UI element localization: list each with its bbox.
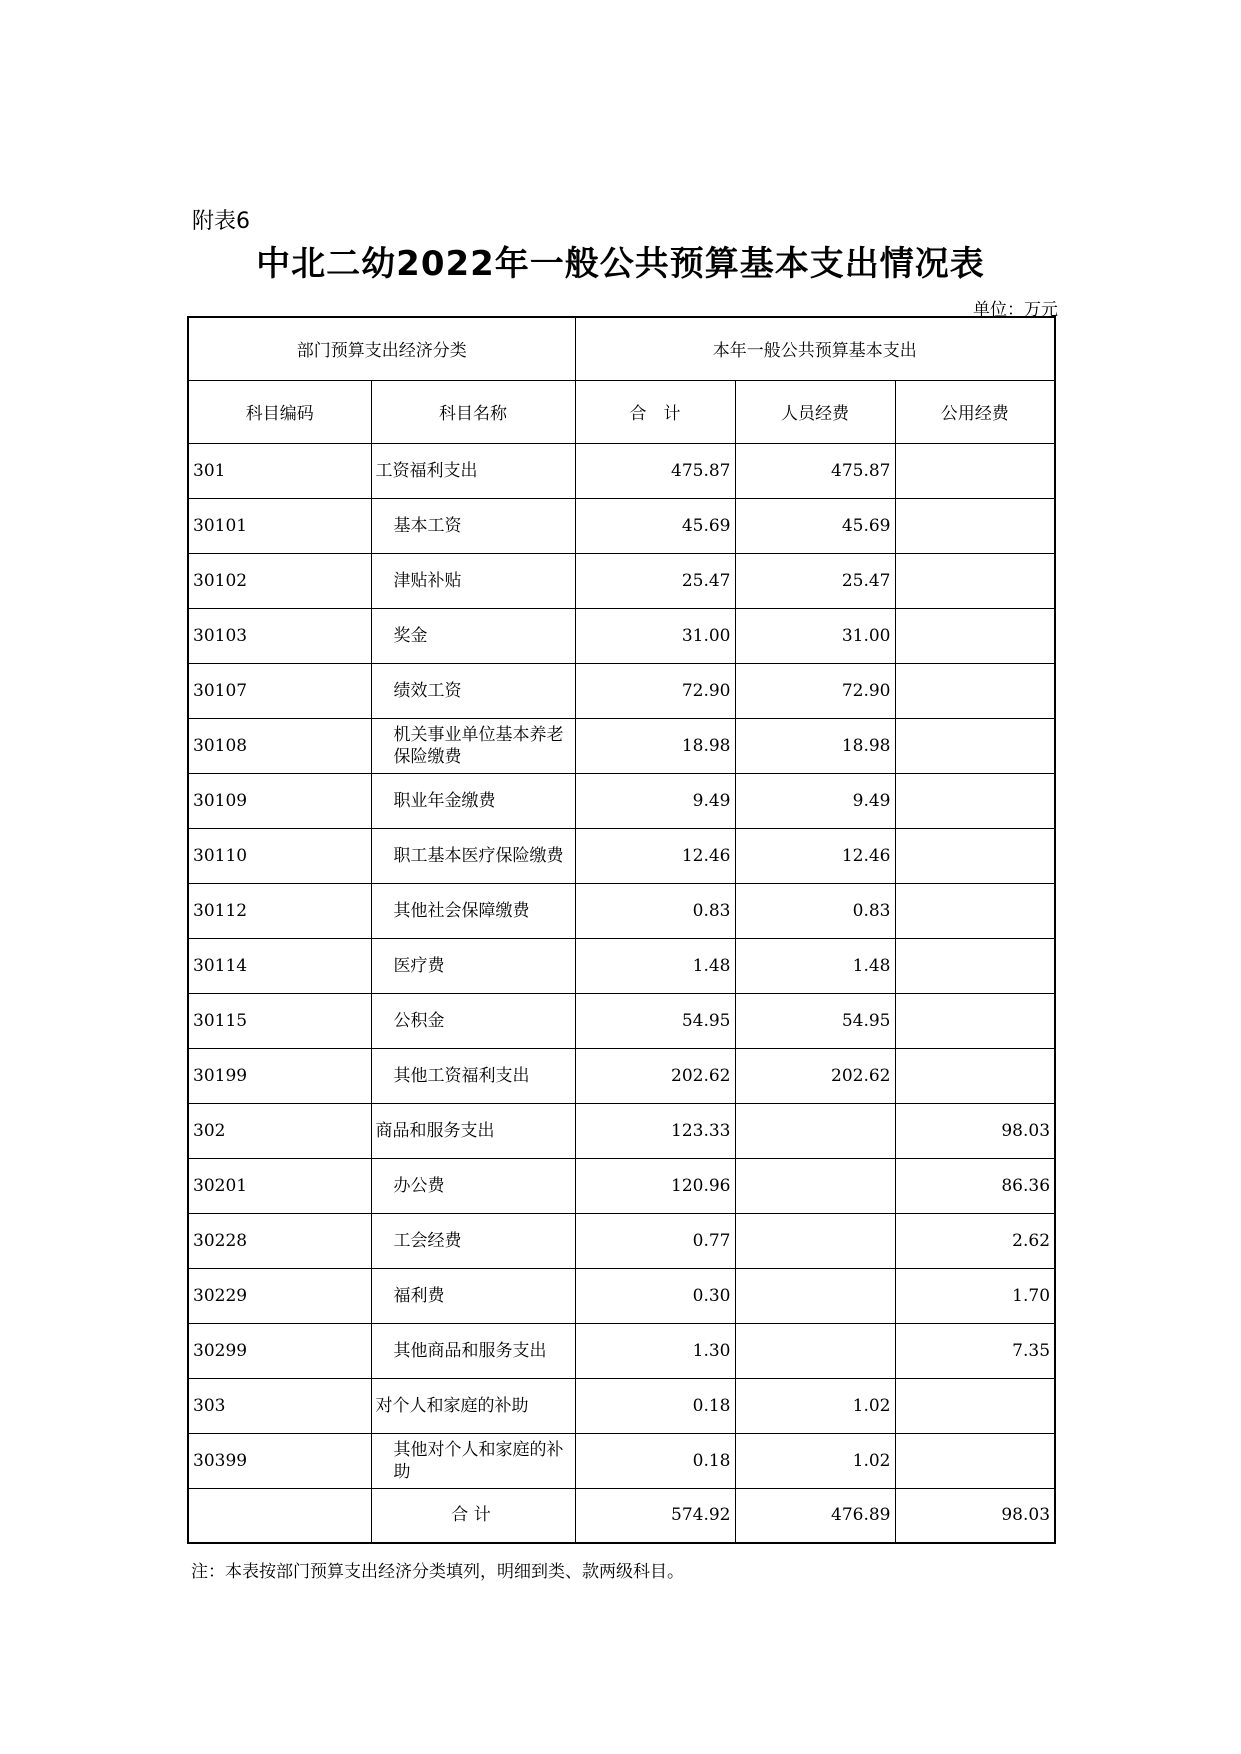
table-row	[188, 1268, 1055, 1323]
header-subject-name: 科目名称	[371, 380, 575, 443]
personnel-funds-cell: 475.87	[735, 443, 895, 498]
table-row	[188, 1323, 1055, 1378]
subject-name-cell: 其他商品和服务支出	[371, 1323, 575, 1378]
subject-code-cell: 303	[188, 1378, 371, 1433]
unit-label: 单位：万元	[973, 300, 1058, 320]
public-funds-cell	[895, 773, 1055, 828]
table-row	[188, 993, 1055, 1048]
public-funds-cell	[895, 883, 1055, 938]
page-title: 中北二幼2022年一般公共预算基本支出情况表	[256, 244, 985, 284]
public-funds-cell	[895, 663, 1055, 718]
subject-name-cell: 办公费	[371, 1158, 575, 1213]
personnel-funds-cell: 54.95	[735, 993, 895, 1048]
header-total: 合 计	[575, 380, 735, 443]
total-cell: 31.00	[575, 608, 735, 663]
header-column-row	[188, 380, 1055, 443]
table-row	[188, 1103, 1055, 1158]
total-cell: 0.18	[575, 1378, 735, 1433]
total-cell: 72.90	[575, 663, 735, 718]
personnel-funds-cell: 18.98	[735, 718, 895, 773]
subject-code-cell: 30399	[188, 1433, 371, 1488]
subject-name-cell: 其他对个人和家庭的补助	[371, 1433, 575, 1488]
public-funds-cell	[895, 608, 1055, 663]
table-row	[188, 553, 1055, 608]
total-cell: 9.49	[575, 773, 735, 828]
personnel-funds-cell	[735, 1158, 895, 1213]
personnel-funds-cell: 25.47	[735, 553, 895, 608]
subject-name-cell: 职业年金缴费	[371, 773, 575, 828]
table-row	[188, 663, 1055, 718]
header-public-funds: 公用经费	[895, 380, 1055, 443]
subject-code-cell: 30112	[188, 883, 371, 938]
personnel-funds-cell	[735, 1213, 895, 1268]
personnel-funds-cell: 31.00	[735, 608, 895, 663]
table-row	[188, 938, 1055, 993]
public-funds-cell	[895, 498, 1055, 553]
table-row	[188, 1158, 1055, 1213]
subject-code-cell: 30229	[188, 1268, 371, 1323]
header-personnel-funds: 人员经费	[735, 380, 895, 443]
subject-code-cell: 30199	[188, 1048, 371, 1103]
subject-code-cell: 30110	[188, 828, 371, 883]
table-row	[188, 608, 1055, 663]
table-row	[188, 883, 1055, 938]
attachment-label: 附表6	[192, 209, 250, 234]
public-funds-cell	[895, 1048, 1055, 1103]
subject-name-cell: 商品和服务支出	[371, 1103, 575, 1158]
total-cell: 45.69	[575, 498, 735, 553]
personnel-funds-cell: 1.48	[735, 938, 895, 993]
total-cell: 202.62	[575, 1048, 735, 1103]
personnel-funds-cell: 1.02	[735, 1433, 895, 1488]
subject-code-cell: 30102	[188, 553, 371, 608]
total-cell: 12.46	[575, 828, 735, 883]
header-group-basic-expenditure: 本年一般公共预算基本支出	[575, 317, 1055, 380]
total-row	[188, 1488, 1055, 1543]
public-funds-cell: 1.70	[895, 1268, 1055, 1323]
subject-code-cell: 30201	[188, 1158, 371, 1213]
total-cell: 18.98	[575, 718, 735, 773]
total-cell: 0.18	[575, 1433, 735, 1488]
public-funds-cell	[895, 938, 1055, 993]
budget-table	[187, 316, 1056, 1544]
personnel-funds-cell: 45.69	[735, 498, 895, 553]
subject-code-cell: 30101	[188, 498, 371, 553]
public-funds-cell	[895, 553, 1055, 608]
subject-name-cell: 津贴补贴	[371, 553, 575, 608]
total-cell: 0.83	[575, 883, 735, 938]
total-cell: 0.30	[575, 1268, 735, 1323]
total-cell: 1.48	[575, 938, 735, 993]
personnel-funds-cell: 0.83	[735, 883, 895, 938]
table-row	[188, 1378, 1055, 1433]
total-label-cell: 合 计	[371, 1488, 575, 1543]
subject-code-cell: 30107	[188, 663, 371, 718]
public-funds-cell	[895, 718, 1055, 773]
subject-name-cell: 医疗费	[371, 938, 575, 993]
subject-name-cell: 其他工资福利支出	[371, 1048, 575, 1103]
table-row	[188, 1213, 1055, 1268]
personnel-funds-cell	[735, 1323, 895, 1378]
subject-code-cell: 30299	[188, 1323, 371, 1378]
subject-name-cell: 其他社会保障缴费	[371, 883, 575, 938]
public-funds-cell: 86.36	[895, 1158, 1055, 1213]
total-cell: 0.77	[575, 1213, 735, 1268]
subject-code-cell: 302	[188, 1103, 371, 1158]
table-body	[188, 443, 1055, 1543]
subject-code-cell: 30109	[188, 773, 371, 828]
subject-name-cell: 公积金	[371, 993, 575, 1048]
subject-name-cell: 机关事业单位基本养老保险缴费	[371, 718, 575, 773]
table-row	[188, 1048, 1055, 1103]
table-row	[188, 828, 1055, 883]
total-cell: 54.95	[575, 993, 735, 1048]
public-funds-cell	[895, 1378, 1055, 1433]
subject-code-cell: 30114	[188, 938, 371, 993]
personnel-funds-cell	[735, 1268, 895, 1323]
subject-name-cell: 工资福利支出	[371, 443, 575, 498]
table-row	[188, 498, 1055, 553]
personnel-funds-cell: 12.46	[735, 828, 895, 883]
subject-name-cell: 对个人和家庭的补助	[371, 1378, 575, 1433]
personnel-funds-cell: 1.02	[735, 1378, 895, 1433]
public-funds-cell: 2.62	[895, 1213, 1055, 1268]
total-cell: 25.47	[575, 553, 735, 608]
public-funds-cell: 98.03	[895, 1103, 1055, 1158]
total-cell: 120.96	[575, 1158, 735, 1213]
table-row	[188, 773, 1055, 828]
personnel-funds-cell: 9.49	[735, 773, 895, 828]
public-funds-cell	[895, 993, 1055, 1048]
header-group-row	[188, 317, 1055, 380]
public-funds-cell	[895, 1433, 1055, 1488]
total-cell: 475.87	[575, 443, 735, 498]
subject-name-cell: 基本工资	[371, 498, 575, 553]
subject-code-cell: 30115	[188, 993, 371, 1048]
subject-code-cell: 30103	[188, 608, 371, 663]
total-cell: 123.33	[575, 1103, 735, 1158]
personnel-funds-cell: 202.62	[735, 1048, 895, 1103]
public-funds-cell	[895, 828, 1055, 883]
subject-name-cell: 职工基本医疗保险缴费	[371, 828, 575, 883]
total-cell: 1.30	[575, 1323, 735, 1378]
header-subject-code: 科目编码	[188, 380, 371, 443]
subject-name-cell: 绩效工资	[371, 663, 575, 718]
personnel-funds-cell: 72.90	[735, 663, 895, 718]
public-funds-cell	[895, 443, 1055, 498]
subject-code-cell: 30228	[188, 1213, 371, 1268]
footnote: 注：本表按部门预算支出经济分类填列，明细到类、款两级科目。	[191, 1562, 684, 1582]
subject-name-cell: 奖金	[371, 608, 575, 663]
public-funds-cell: 7.35	[895, 1323, 1055, 1378]
table-row	[188, 718, 1055, 773]
subject-code-cell: 301	[188, 443, 371, 498]
grand-total-cell: 574.92	[575, 1488, 735, 1543]
table-row	[188, 443, 1055, 498]
subject-name-cell: 福利费	[371, 1268, 575, 1323]
personnel-funds-cell	[735, 1103, 895, 1158]
total-code-cell	[188, 1488, 371, 1543]
header-group-classification: 部门预算支出经济分类	[188, 317, 575, 380]
personnel-total-cell: 476.89	[735, 1488, 895, 1543]
table-row	[188, 1433, 1055, 1488]
subject-code-cell: 30108	[188, 718, 371, 773]
public-total-cell: 98.03	[895, 1488, 1055, 1543]
subject-name-cell: 工会经费	[371, 1213, 575, 1268]
